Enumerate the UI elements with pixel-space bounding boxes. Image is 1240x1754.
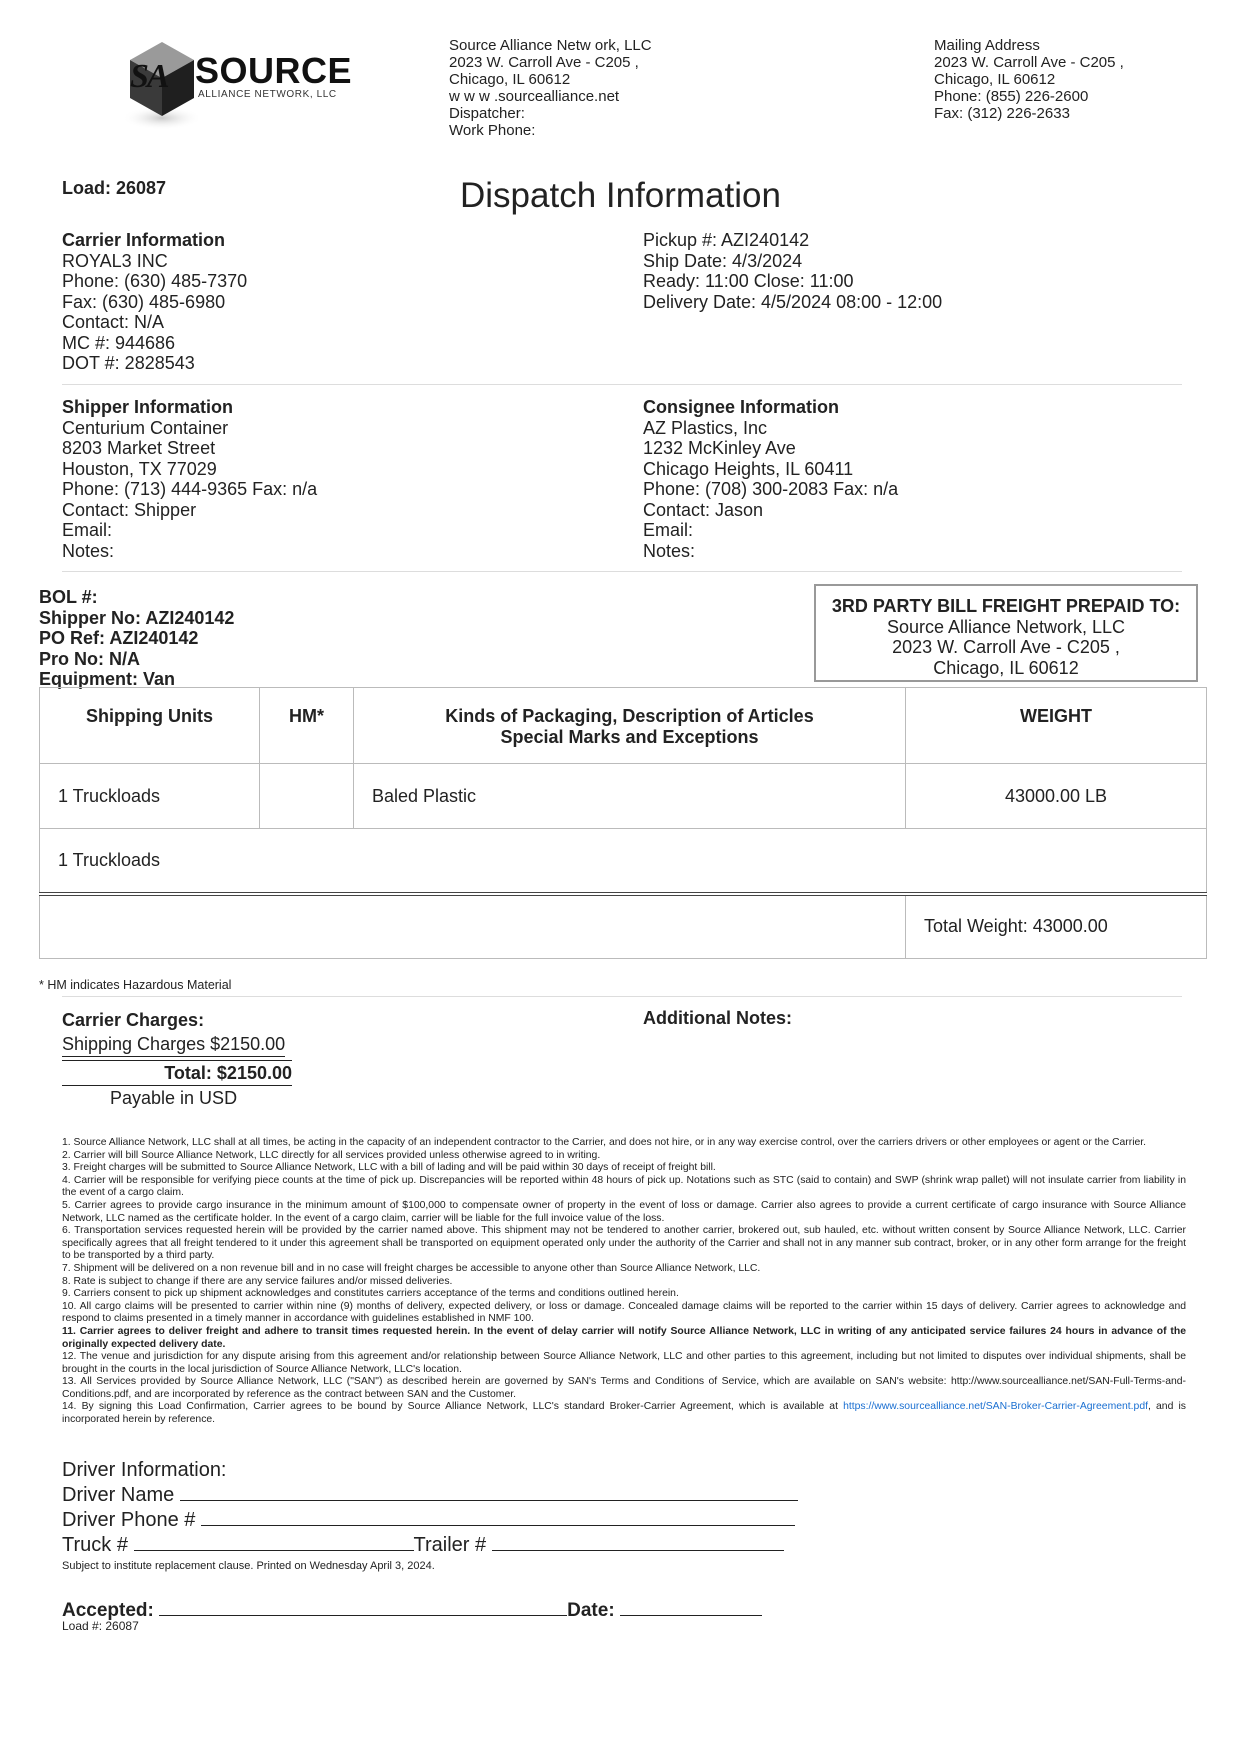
carrier-information	[62, 230, 247, 374]
table-header-row	[40, 688, 1207, 764]
additional-notes-title: Additional Notes:	[643, 1008, 792, 1028]
delivery-date: Delivery Date: 4/5/2024 08:00 - 12:00	[643, 291, 943, 312]
bill-to-street: 2023 W. Carroll Ave - C205 ,	[892, 637, 1120, 657]
load-number: Load: 26087	[62, 178, 167, 198]
consignee-city: Chicago Heights, IL 60411	[643, 458, 854, 479]
ship-date: Ship Date: 4/3/2024	[643, 250, 803, 271]
term-2: 2. Carrier will bill Source Alliance Network, LLC directly for all services provided unless otherwise agreed to in writing.	[62, 1149, 601, 1161]
term-14	[62, 1401, 1186, 1426]
truck-trailer-row	[62, 1532, 798, 1557]
term-5: 5. Carrier agrees to provide cargo insurance in the minimum amount of $100,000 to compensate owner of property in the event of loss or damage. Carrier also agrees to provide a current certificate of cargo insurance with Source Alliance Network, LLC named as the certificate holder. In the event of a cargo claim, carrier will be liable for the full invoice value of the loss.	[62, 1199, 1186, 1224]
shipping-table	[39, 687, 1207, 959]
bol-information	[39, 587, 234, 690]
header-shipping-units: Shipping Units	[40, 688, 260, 764]
work-phone-label: Work Phone:	[449, 122, 536, 139]
pro-no: Pro No: N/A	[39, 648, 140, 669]
shipper-title: Shipper Information	[62, 397, 233, 417]
dispatcher-label: Dispatcher:	[449, 105, 525, 122]
shipper-contact: Contact: Shipper	[62, 499, 197, 520]
terms-and-conditions	[62, 1137, 1186, 1427]
term-13: 13. All Services provided by Source Alliance Network, LLC ("SAN") as described herein are governed by SAN's Terms and Conditions of Service, which are available on SAN's website: http://www.sourcealliance.net/SAN-Full-Terms-and-Conditions.pdf, and are incorporated by reference as the contract between SAN and the Customer.	[62, 1376, 1186, 1400]
po-ref: PO Ref: AZI240142	[39, 628, 199, 648]
broker-agreement-link[interactable]: https://www.sourcealliance.net/SAN-Broker-Carrier-Agreement.pdf	[843, 1401, 1149, 1413]
mailing-city: Chicago, IL 60612	[934, 71, 1056, 88]
row-hm	[260, 764, 354, 829]
company-name: Source Alliance Netw ork, LLC	[449, 37, 652, 54]
bol-number: BOL #:	[39, 587, 98, 607]
company-address	[449, 37, 652, 139]
summary-units: 1 Truckloads	[40, 829, 1207, 894]
term-11: 11. Carrier agrees to deliver freight and adhere to transit times requested herein. In the event of delay carrier will notify Source Alliance Network, LLC in writing of any anticipated service failures 24 hours in advance of the originally expected delivery date.	[62, 1325, 1186, 1350]
driver-name-label: Driver Name	[62, 1484, 175, 1506]
summary-row	[40, 829, 1207, 894]
bill-to-box	[814, 584, 1198, 682]
header-description-line1: Kinds of Packaging, Description of Articles	[445, 706, 814, 726]
date-field[interactable]	[620, 1597, 762, 1616]
driver-phone-field[interactable]	[201, 1507, 795, 1526]
term-4: 4. Carrier will be responsible for verifying piece counts at the time of pick up. Discrepancies will be reported within 48 hours of pick up. Notations such as STC (said to contain) and SWP (shrink wrap pallet) will not insulate carrier from liability in the event of a cargo claim.	[62, 1174, 1186, 1199]
shipping-charges: Shipping Charges $2150.00	[62, 1032, 285, 1057]
bill-to-city: Chicago, IL 60612	[933, 657, 1079, 678]
header-description	[354, 688, 906, 764]
carrier-title: Carrier Information	[62, 230, 226, 250]
divider	[62, 384, 1182, 385]
total-weight: Total Weight: 43000.00	[906, 894, 1207, 959]
acceptance-row	[62, 1597, 762, 1622]
company-logo	[92, 28, 352, 138]
carrier-dot: DOT #: 2828543	[62, 353, 195, 373]
consignee-name: AZ Plastics, Inc	[643, 417, 768, 438]
driver-name-field[interactable]	[180, 1482, 798, 1501]
ready-close-times: Ready: 11:00 Close: 11:00	[643, 271, 854, 291]
divider	[62, 571, 1182, 572]
mailing-street: 2023 W. Carroll Ave - C205 ,	[934, 54, 1124, 71]
company-city: Chicago, IL 60612	[449, 71, 571, 88]
accepted-label: Accepted:	[62, 1600, 154, 1621]
page-title: Dispatch Information	[460, 176, 781, 215]
truck-field[interactable]	[134, 1532, 414, 1551]
consignee-contact: Contact: Jason	[643, 499, 764, 520]
term-9: 9. Carriers consent to pick up shipment acknowledges and constitutes carriers acceptance of the terms and conditions outlined herein.	[62, 1288, 679, 1300]
shipper-notes: Notes:	[62, 540, 115, 561]
logo-monogram: SA	[130, 58, 168, 95]
shipper-no: Shipper No: AZI240142	[39, 607, 235, 628]
logo-brand: SOURCE	[195, 50, 353, 91]
row-description: Baled Plastic	[354, 764, 906, 829]
logo-tagline: ALLIANCE NETWORK, LLC	[198, 89, 337, 100]
consignee-notes: Notes:	[643, 540, 696, 561]
term-3: 3. Freight charges will be submitted to Source Alliance Network, LLC with a bill of lading and will be paid within 30 days of receipt of freight bill.	[62, 1162, 716, 1174]
company-street: 2023 W. Carroll Ave - C205 ,	[449, 54, 639, 71]
shipper-information	[62, 397, 317, 561]
trailer-field[interactable]	[492, 1532, 784, 1551]
trailer-label: Trailer #	[413, 1534, 487, 1556]
term-8: 8. Rate is subject to change if there are any service failures and/or missed deliveries.	[62, 1275, 453, 1287]
total-row	[40, 894, 1207, 959]
pickup-number: Pickup #: AZI240142	[643, 230, 810, 250]
term-14-text: 14. By signing this Load Confirmation, Carrier agrees to be bound by Source Alliance Network, LLC's standard Broker-Carrier Agreement, which is available at	[62, 1401, 844, 1413]
consignee-phone: Phone: (708) 300-2083 Fax: n/a	[643, 479, 899, 499]
header-weight: WEIGHT	[906, 688, 1207, 764]
term-6: 6. Transportation services requested herein will be provided by the carrier named above. This shipment may not be tendered to another carrier, brokered out, sub hauled, etc. without written consent by Source Alliance Network, LLC. Carrier specifically agrees that all freight tendered to it under this agreement shall be transported on equipment operated only under the authority of the Carrier and shall not in any manner sub contract, broker, or in any other form arrange for the freight to be transported by a third party.	[62, 1225, 1186, 1262]
equipment: Equipment: Van	[39, 669, 176, 689]
bill-to-name: Source Alliance Network, LLC	[886, 616, 1126, 637]
total-row-blank	[40, 894, 906, 959]
term-1: 1. Source Alliance Network, LLC shall at all times, be acting in the capacity of an independent contractor to the Carrier, and does not hire, or in any way exercise control, over the carriers drivers or other employees or agent or the Carrier.	[62, 1137, 1147, 1148]
row-weight: 43000.00 LB	[906, 764, 1207, 829]
accepted-signature-field[interactable]	[159, 1597, 567, 1616]
term-10: 10. All cargo claims will be presented to carrier within nine (9) months of delivery, expected delivery, or loss or damage. Concealed damage claims will be reported to the carrier within 15 days of delivery. Carrier agrees to acknowledge and respond to claims presented in a timely manner in accordance with guidelines established in NMF 100.	[62, 1300, 1186, 1325]
shipper-city: Houston, TX 77029	[62, 458, 217, 479]
carrier-contact: Contact: N/A	[62, 312, 165, 332]
footer-note: Subject to institute replacement clause. Printed on Wednesday April 3, 2024.	[62, 1560, 435, 1572]
driver-name-row	[62, 1482, 798, 1507]
header-hm: HM*	[260, 688, 354, 764]
divider	[62, 996, 1182, 997]
table-row	[40, 764, 1207, 829]
truck-label: Truck #	[62, 1534, 128, 1556]
mailing-fax: Fax: (312) 226-2633	[934, 105, 1070, 122]
carrier-phone: Phone: (630) 485-7370	[62, 271, 248, 291]
row-units: 1 Truckloads	[40, 764, 260, 829]
shipper-email: Email:	[62, 520, 113, 540]
date-label: Date:	[567, 1600, 615, 1621]
shipper-street: 8203 Market Street	[62, 438, 216, 458]
hm-note: * HM indicates Hazardous Material	[39, 978, 232, 992]
carrier-mc: MC #: 944686	[62, 332, 176, 353]
header-description-line2: Special Marks and Exceptions	[500, 727, 759, 747]
pickup-information	[643, 230, 942, 312]
term-12: 12. The venue and jurisdiction for any dispute arising from this agreement and/or relationship between Source Alliance Network, LLC and other parties to this agreement, including but not limited to disputes over individual shipments, shall be brought in the courts in the local jurisdiction of Source Alliance Network, LLC's location.	[62, 1351, 1186, 1375]
consignee-title: Consignee Information	[643, 397, 840, 417]
driver-title: Driver Information:	[62, 1459, 227, 1481]
consignee-information	[643, 397, 898, 561]
shipper-phone: Phone: (713) 444-9365 Fax: n/a	[62, 479, 318, 499]
load-footer: Load #: 26087	[62, 1619, 139, 1633]
term-14-text-end: , and is incorporated herein by reference.	[62, 1401, 1186, 1426]
driver-phone-row	[62, 1507, 798, 1532]
mailing-title: Mailing Address	[934, 37, 1040, 54]
charges-total: Total: $2150.00	[164, 1063, 292, 1083]
consignee-email: Email:	[643, 520, 694, 540]
mailing-phone: Phone: (855) 226-2600	[934, 88, 1089, 105]
carrier-name: ROYAL3 INC	[62, 250, 168, 271]
payable-currency: Payable in USD	[110, 1088, 238, 1108]
carrier-charges	[62, 1008, 292, 1110]
mailing-address	[934, 37, 1124, 122]
consignee-street: 1232 McKinley Ave	[643, 438, 796, 458]
charges-title: Carrier Charges:	[62, 1010, 205, 1030]
term-7: 7. Shipment will be delivered on a non revenue bill and in no case will freight charges be accessible to anyone other than Source Alliance Network, LLC.	[62, 1262, 761, 1274]
company-website: w w w .sourcealliance.net	[449, 88, 620, 105]
driver-phone-label: Driver Phone #	[62, 1509, 196, 1531]
shipper-name: Centurium Container	[62, 417, 229, 438]
driver-information	[62, 1458, 798, 1557]
carrier-fax: Fax: (630) 485-6980	[62, 291, 226, 312]
bill-to-title: 3RD PARTY BILL FREIGHT PREPAID TO:	[831, 596, 1181, 616]
